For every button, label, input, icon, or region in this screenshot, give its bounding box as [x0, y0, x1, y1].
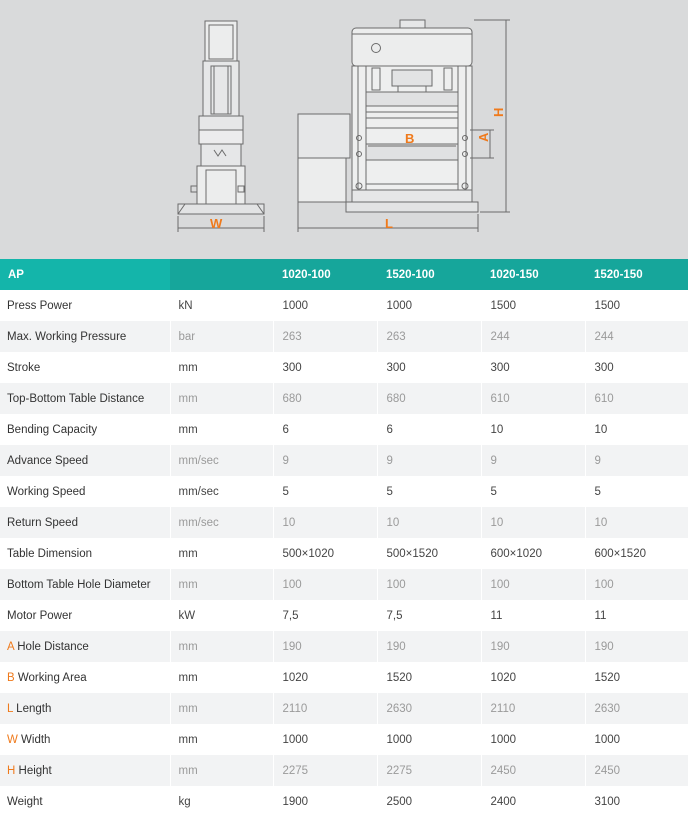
row-label-text: Working Speed: [7, 485, 86, 498]
row-value: 300: [481, 352, 585, 383]
row-unit: bar: [170, 321, 273, 352]
row-value: 11: [585, 600, 688, 631]
table-header-row: [0, 259, 688, 290]
row-label-text: Advance Speed: [7, 454, 89, 467]
table-row: [0, 538, 688, 569]
row-label-text: Max. Working Pressure: [7, 330, 127, 343]
spec-table: [0, 259, 688, 815]
row-value: 244: [481, 321, 585, 352]
row-unit: mm: [170, 569, 273, 600]
row-label: [0, 693, 170, 724]
row-value: 7,5: [377, 600, 481, 631]
header-model: 1520-150: [585, 259, 688, 290]
row-label: [0, 662, 170, 693]
header-model: 1020-100: [273, 259, 377, 290]
row-value: 1020: [481, 662, 585, 693]
row-value: 1020: [273, 662, 377, 693]
row-value: 2110: [481, 693, 585, 724]
row-label: [0, 631, 170, 662]
row-value: 5: [377, 476, 481, 507]
row-label: [0, 445, 170, 476]
row-value: 9: [273, 445, 377, 476]
table-row: [0, 631, 688, 662]
row-value: 600×1520: [585, 538, 688, 569]
row-label-text: Stroke: [7, 361, 41, 374]
row-value: 190: [481, 631, 585, 662]
table-row: [0, 662, 688, 693]
row-label: [0, 755, 170, 786]
row-label-text: Return Speed: [7, 516, 78, 529]
row-value: 263: [273, 321, 377, 352]
row-unit: mm/sec: [170, 507, 273, 538]
row-label: [0, 786, 170, 815]
row-value: 1000: [273, 724, 377, 755]
row-label-text: Top-Bottom Table Distance: [7, 392, 145, 405]
row-value: 10: [585, 507, 688, 538]
row-label-text: Height: [15, 764, 52, 777]
row-unit: mm: [170, 352, 273, 383]
row-value: 190: [377, 631, 481, 662]
row-label-text: Motor Power: [7, 609, 73, 622]
row-value: 10: [481, 414, 585, 445]
row-label: [0, 414, 170, 445]
row-label: [0, 569, 170, 600]
row-label-text: Table Dimension: [7, 547, 93, 560]
row-value: 6: [377, 414, 481, 445]
row-value: 11: [481, 600, 585, 631]
technical-drawing: [0, 0, 688, 259]
dim-label-l: L: [385, 216, 393, 231]
table-row: [0, 476, 688, 507]
row-value: 1500: [585, 290, 688, 321]
row-label-text: Width: [17, 733, 51, 746]
row-value: 1000: [481, 724, 585, 755]
row-value: 263: [377, 321, 481, 352]
row-value: 3100: [585, 786, 688, 815]
row-value: 190: [273, 631, 377, 662]
row-unit: mm/sec: [170, 445, 273, 476]
row-unit: kW: [170, 600, 273, 631]
row-value: 300: [377, 352, 481, 383]
table-row: [0, 755, 688, 786]
dim-label-w: W: [210, 216, 223, 231]
row-value: 6: [273, 414, 377, 445]
row-value: 300: [585, 352, 688, 383]
header-series: AP: [0, 259, 170, 290]
row-value: 1000: [273, 290, 377, 321]
row-value: 680: [273, 383, 377, 414]
row-label: [0, 290, 170, 321]
row-value: 610: [481, 383, 585, 414]
dimension-letter: A: [7, 640, 15, 653]
table-row: [0, 290, 688, 321]
row-value: 300: [273, 352, 377, 383]
row-value: 7,5: [273, 600, 377, 631]
dimension-letter: B: [7, 671, 15, 684]
row-unit: mm: [170, 755, 273, 786]
table-row: [0, 600, 688, 631]
dimension-letter: H: [7, 764, 16, 777]
row-value: 2500: [377, 786, 481, 815]
row-unit: mm: [170, 631, 273, 662]
table-row: [0, 569, 688, 600]
dimension-letter: W: [7, 733, 18, 746]
row-label-text: Length: [12, 702, 52, 715]
header-model: 1020-150: [481, 259, 585, 290]
row-value: 100: [273, 569, 377, 600]
row-unit: mm: [170, 724, 273, 755]
row-label-text: Weight: [7, 795, 43, 808]
table-row: [0, 383, 688, 414]
row-value: 100: [481, 569, 585, 600]
row-label: [0, 383, 170, 414]
row-value: 680: [377, 383, 481, 414]
row-value: 1500: [481, 290, 585, 321]
row-value: 2275: [273, 755, 377, 786]
table-row: [0, 724, 688, 755]
row-value: 5: [585, 476, 688, 507]
row-value: 2275: [377, 755, 481, 786]
row-value: 10: [585, 414, 688, 445]
row-value: 9: [481, 445, 585, 476]
header-model: 1520-100: [377, 259, 481, 290]
row-unit: kN: [170, 290, 273, 321]
row-label: [0, 507, 170, 538]
table-row: [0, 507, 688, 538]
row-value: 500×1520: [377, 538, 481, 569]
row-unit: mm/sec: [170, 476, 273, 507]
row-value: 1000: [585, 724, 688, 755]
row-unit: mm: [170, 538, 273, 569]
press-drawing-svg: [0, 0, 688, 259]
table-row: [0, 445, 688, 476]
dim-label-h: H: [491, 107, 506, 117]
row-value: 2630: [377, 693, 481, 724]
row-value: 2630: [585, 693, 688, 724]
row-label: [0, 321, 170, 352]
table-row: [0, 786, 688, 815]
row-value: 244: [585, 321, 688, 352]
table-row: [0, 352, 688, 383]
row-unit: mm: [170, 414, 273, 445]
row-label: [0, 476, 170, 507]
row-value: 190: [585, 631, 688, 662]
row-label-text: Working Area: [14, 671, 87, 684]
row-value: 600×1020: [481, 538, 585, 569]
row-value: 5: [273, 476, 377, 507]
row-value: 500×1020: [273, 538, 377, 569]
row-value: 100: [377, 569, 481, 600]
side-view: [178, 21, 264, 232]
row-label: [0, 352, 170, 383]
row-label-text: Bottom Table Hole Diameter: [7, 578, 151, 591]
row-value: 10: [377, 507, 481, 538]
row-label: [0, 538, 170, 569]
row-value: 10: [273, 507, 377, 538]
row-value: 1000: [377, 724, 481, 755]
table-row: [0, 414, 688, 445]
row-label-text: Press Power: [7, 299, 73, 312]
header-unit: [170, 259, 273, 290]
dim-label-a: A: [476, 132, 491, 142]
row-value: 100: [585, 569, 688, 600]
dimension-letter: L: [7, 702, 13, 715]
row-value: 2450: [481, 755, 585, 786]
dim-label-b: B: [405, 131, 415, 146]
row-label-text: Hole Distance: [14, 640, 89, 653]
table-row: [0, 693, 688, 724]
row-value: 610: [585, 383, 688, 414]
row-value: 1520: [585, 662, 688, 693]
table-row: [0, 321, 688, 352]
row-label-text: Bending Capacity: [7, 423, 98, 436]
row-label: [0, 600, 170, 631]
row-unit: mm: [170, 383, 273, 414]
row-value: 2110: [273, 693, 377, 724]
row-value: 1000: [377, 290, 481, 321]
row-unit: mm: [170, 693, 273, 724]
row-value: 9: [585, 445, 688, 476]
row-value: 2450: [585, 755, 688, 786]
row-value: 9: [377, 445, 481, 476]
row-value: 1900: [273, 786, 377, 815]
row-value: 1520: [377, 662, 481, 693]
row-value: 5: [481, 476, 585, 507]
row-unit: kg: [170, 786, 273, 815]
row-label: [0, 724, 170, 755]
row-value: 10: [481, 507, 585, 538]
row-value: 2400: [481, 786, 585, 815]
row-unit: mm: [170, 662, 273, 693]
front-view: [298, 20, 510, 232]
